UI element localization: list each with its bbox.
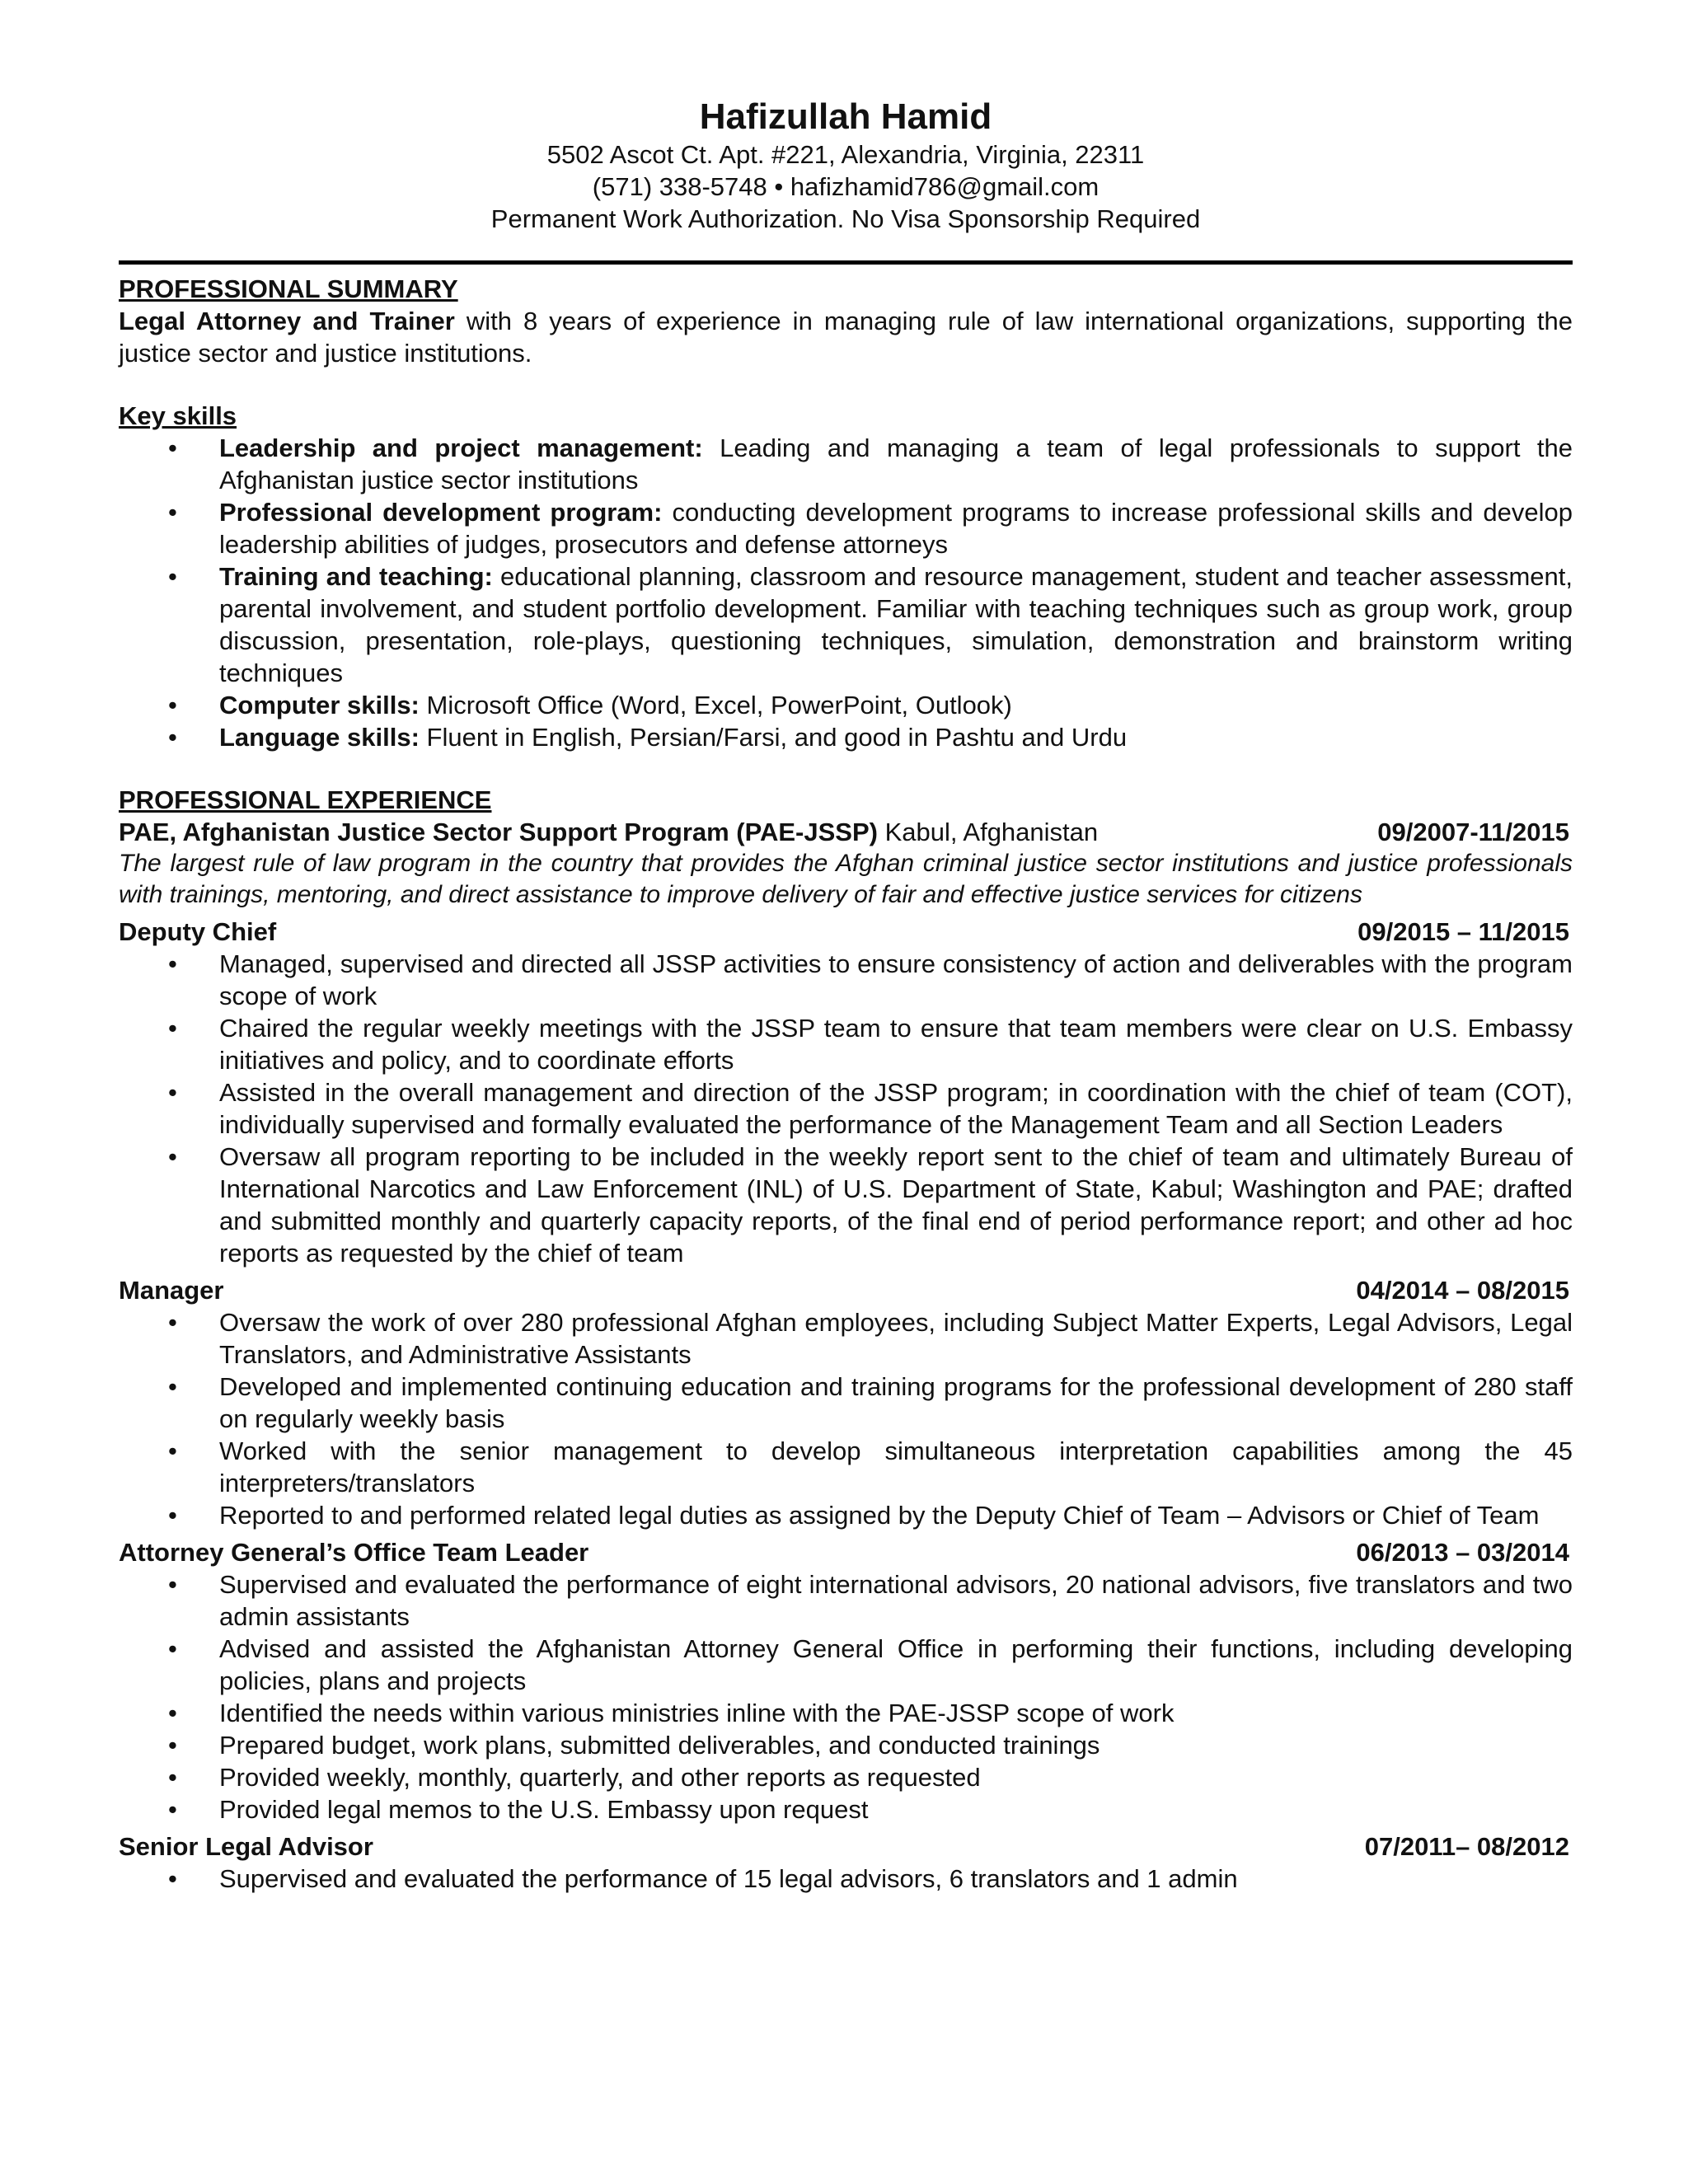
duty-item xyxy=(119,1306,1573,1371)
role-title: Attorney General’s Office Team Leader xyxy=(119,1538,589,1567)
skill-text: Leading and managing a team of legal professionals to support the Afghanistan justice sector institutions xyxy=(219,434,1573,494)
bullet-icon: • xyxy=(168,1570,177,1599)
duty-text: Reported to and performed related legal duties as assigned by the Deputy Chief of Team – Advisors or Chief of Team xyxy=(219,1501,1540,1530)
role-duties-list xyxy=(119,1306,1573,1531)
role-header xyxy=(119,1830,1573,1863)
bullet-icon: • xyxy=(168,1436,177,1465)
skill-text: Fluent in English, Persian/Farsi, and good in Pashtu and Urdu xyxy=(419,723,1128,752)
duty-text: Provided legal memos to the U.S. Embassy upon request xyxy=(219,1795,869,1824)
skill-label: Leadership and project management: xyxy=(219,434,703,462)
role-dates: 06/2013 – 03/2014 xyxy=(1356,1538,1569,1567)
duty-text: Supervised and evaluated the performance of 15 legal advisors, 6 translators and 1 admin xyxy=(219,1864,1238,1893)
bullet-icon: • xyxy=(168,1372,177,1401)
duty-text: Worked with the senior management to develop simultaneous interpretation capabilities among the 45 interpreters/translators xyxy=(219,1436,1573,1497)
duty-text: Developed and implemented continuing education and training programs for the professional development of 280 staff on regularly weekly basis xyxy=(219,1372,1573,1433)
key-skills-list xyxy=(119,432,1573,753)
skill-item xyxy=(119,560,1573,689)
key-skills-heading: Key skills xyxy=(119,401,237,430)
duty-text: Advised and assisted the Afghanistan Attorney General Office in performing their functions, including developing policies, plans and projects xyxy=(219,1634,1573,1695)
duty-item xyxy=(119,1793,1573,1825)
skill-label: Training and teaching: xyxy=(219,562,493,591)
bullet-icon: • xyxy=(168,1763,177,1792)
organization-row xyxy=(119,816,1573,848)
role-dates: 04/2014 – 08/2015 xyxy=(1356,1276,1569,1305)
duty-text: Oversaw the work of over 280 professional Afghan employees, including Subject Matter Experts, Legal Advisors, Legal Translators, and Administrative Assistants xyxy=(219,1308,1573,1369)
duty-item xyxy=(119,1499,1573,1531)
role-dates: 07/2011– 08/2012 xyxy=(1364,1832,1569,1861)
organization-dates: 09/2007-11/2015 xyxy=(1377,818,1569,846)
role-duties-list xyxy=(119,948,1573,1269)
candidate-name: Hafizullah Hamid xyxy=(699,96,992,137)
work-authorization-line: Permanent Work Authorization. No Visa Sponsorship Required xyxy=(490,204,1201,233)
resume-header xyxy=(119,96,1573,235)
bullet-icon: • xyxy=(168,949,177,978)
spacer xyxy=(119,369,1573,400)
skill-item xyxy=(119,689,1573,721)
skill-label: Professional development program: xyxy=(219,498,663,527)
bullet-icon: • xyxy=(168,1501,177,1530)
header-divider xyxy=(119,260,1573,265)
duty-item xyxy=(119,1371,1573,1435)
duty-item xyxy=(119,1141,1573,1269)
summary-paragraph xyxy=(119,305,1573,369)
organization-location: Kabul, Afghanistan xyxy=(877,818,1099,846)
bullet-icon: • xyxy=(168,1014,177,1043)
role-title: Senior Legal Advisor xyxy=(119,1832,373,1861)
bullet-icon: • xyxy=(168,1699,177,1727)
spacer xyxy=(119,753,1573,784)
role-header xyxy=(119,1274,1573,1306)
duty-text: Assisted in the overall management and direction of the JSSP program; in coordination with the chief of team (COT), individually supervised and formally evaluated the performance of the Management Team and all Section Leaders xyxy=(219,1078,1573,1139)
bullet-icon: • xyxy=(168,1634,177,1663)
duty-item xyxy=(119,1633,1573,1697)
skill-text: conducting development programs to increase professional skills and develop leadership abilities of judges, prosecutors and defense attorneys xyxy=(219,498,1573,559)
bullet-icon: • xyxy=(168,1795,177,1824)
skill-text: educational planning, classroom and resource management, student and teacher assessment, parental involvement, and student portfolio development. Familiar with teaching techniques such as group work, group discussion, presentation, role-plays, questioning techniques, simulation, demonstration and brainstorm writing techniques xyxy=(219,562,1573,687)
bullet-icon: • xyxy=(168,1078,177,1107)
duty-text: Chaired the regular weekly meetings with the JSSP team to ensure that team members were clear on U.S. Embassy initiatives and policy, and to coordinate efforts xyxy=(219,1014,1573,1075)
role-title: Deputy Chief xyxy=(119,917,277,946)
duty-item xyxy=(119,948,1573,1012)
bullet-icon: • xyxy=(168,498,177,527)
experience-heading: PROFESSIONAL EXPERIENCE xyxy=(119,785,492,814)
role-dates: 09/2015 – 11/2015 xyxy=(1357,917,1569,946)
duty-text: Identified the needs within various ministries inline with the PAE-JSSP scope of work xyxy=(219,1699,1175,1727)
duty-item xyxy=(119,1568,1573,1633)
duty-text: Prepared budget, work plans, submitted deliverables, and conducted trainings xyxy=(219,1731,1100,1760)
summary-text: with 8 years of experience in managing rule of law international organizations, supporting the justice sector and justice institutions. xyxy=(119,307,1573,368)
skill-text: Microsoft Office (Word, Excel, PowerPoint, Outlook) xyxy=(419,691,1012,719)
duty-item xyxy=(119,1012,1573,1076)
duty-item xyxy=(119,1761,1573,1793)
role-header xyxy=(119,1536,1573,1568)
role-duties-list xyxy=(119,1863,1573,1895)
duty-item xyxy=(119,1435,1573,1499)
resume-page xyxy=(119,96,1573,1895)
duty-text: Supervised and evaluated the performance of eight international advisors, 20 national advisors, five translators and two admin assistants xyxy=(219,1570,1573,1631)
skill-item xyxy=(119,721,1573,753)
duty-text: Provided weekly, monthly, quarterly, and other reports as requested xyxy=(219,1763,981,1792)
skill-item xyxy=(119,432,1573,496)
skill-label: Language skills: xyxy=(219,723,420,752)
role-duties-list xyxy=(119,1568,1573,1825)
summary-lead: Legal Attorney and Trainer xyxy=(119,307,455,335)
bullet-icon: • xyxy=(168,691,177,719)
organization-description: The largest rule of law program in the country that provides the Afghan criminal justice sector institutions and justice professionals with trainings, mentoring, and direct assistance to improve delivery of fair and effective justice services for citizens xyxy=(119,850,1573,908)
role-header xyxy=(119,916,1573,948)
bullet-icon: • xyxy=(168,562,177,591)
skill-item xyxy=(119,496,1573,560)
skill-label: Computer skills: xyxy=(219,691,420,719)
bullet-icon: • xyxy=(168,1731,177,1760)
duty-text: Managed, supervised and directed all JSSP activities to ensure consistency of action and deliverables with the program scope of work xyxy=(219,949,1573,1010)
bullet-icon: • xyxy=(168,1308,177,1337)
duty-item xyxy=(119,1863,1573,1895)
duty-item xyxy=(119,1729,1573,1761)
organization xyxy=(119,816,1098,848)
duty-item xyxy=(119,1076,1573,1141)
bullet-icon: • xyxy=(168,434,177,462)
summary-heading: PROFESSIONAL SUMMARY xyxy=(119,274,458,303)
bullet-icon: • xyxy=(168,1142,177,1171)
duty-text: Oversaw all program reporting to be included in the weekly report sent to the chief of team and ultimately Bureau of International Narcotics and Law Enforcement (INL) of U.S. Department of State, Kabul; Washington and PAE; drafted and submitted monthly and quarterly capacity reports, of the final end of period performance report; and other ad hoc reports as requested by the chief of team xyxy=(219,1142,1573,1268)
duty-item xyxy=(119,1697,1573,1729)
organization-name: PAE, Afghanistan Justice Sector Support Program (PAE-JSSP) xyxy=(119,818,878,846)
role-title: Manager xyxy=(119,1276,224,1305)
bullet-icon: • xyxy=(168,723,177,752)
address-line: 5502 Ascot Ct. Apt. #221, Alexandria, Virginia, 22311 xyxy=(546,140,1145,169)
contact-line: (571) 338-5748 • hafizhamid786@gmail.com xyxy=(592,172,1100,201)
bullet-icon: • xyxy=(168,1864,177,1893)
